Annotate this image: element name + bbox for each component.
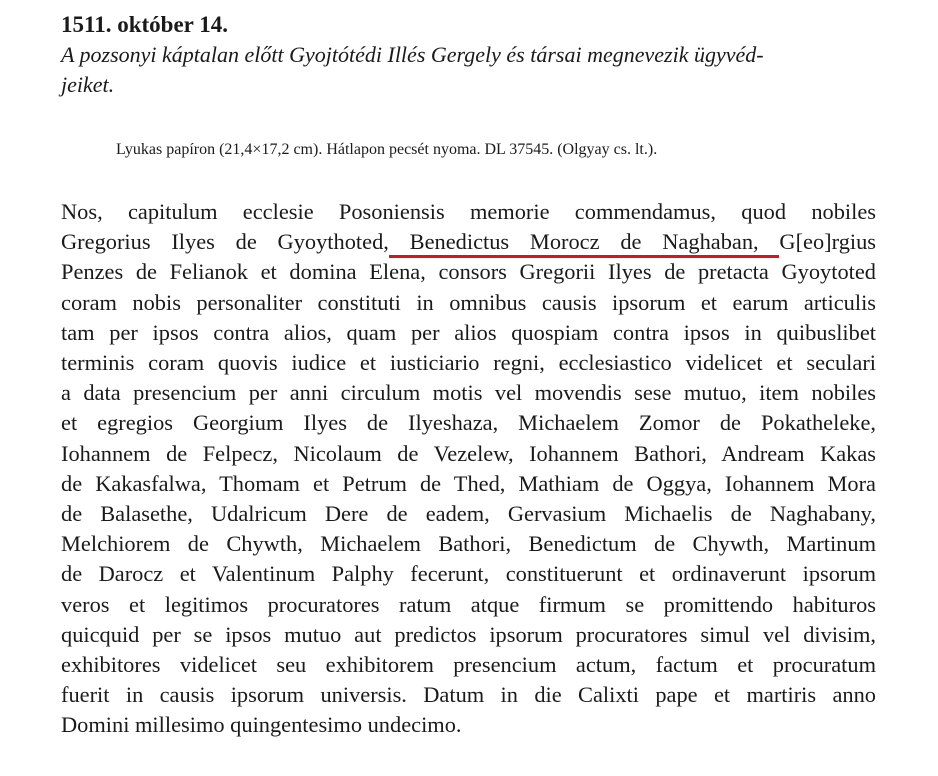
body-line: a data presencium per anni circulum motis vel movendis sese mutuo, item nobiles <box>61 380 876 406</box>
body-line: de Kakasfalwa, Thomam et Petrum de Thed, Mathiam de Oggya, Iohannem Mora <box>61 470 876 496</box>
document-page <box>61 10 877 738</box>
document-description: Lyukas papíron (21,4×17,2 cm). Hátlapon pecsét nyoma. DL 37545. (Olgyay cs. lt.). <box>116 141 658 158</box>
body-line: exhibitores videlicet seu exhibitorem presencium actum, factum et procuratum <box>61 652 876 678</box>
body-line: quicquid per se ipsos mutuo aut predictos ipsorum procuratores simul vel divisim, <box>61 621 876 647</box>
body-line: fuerit in causis ipsorum universis. Datum in die Calixti pape et martiris anno <box>61 682 876 708</box>
document-regest <box>61 40 876 100</box>
regest-line-1: A pozsonyi káptalan előtt Gyojtótédi Illés Gergely és társai megnevezik ügyvéd- <box>61 42 764 67</box>
body-line: Penzes de Felianok et domina Elena, consors Gregorii Ilyes de pretacta Gyoytoted <box>61 259 876 285</box>
body-line: coram nobis personaliter constituti in omnibus causis ipsorum et earum articulis <box>61 289 876 315</box>
regest-line-2: jeiket. <box>61 72 115 97</box>
document-date: 1511. október 14. <box>61 12 228 37</box>
body-line: de Balasethe, Udalricum Dere de eadem, Gervasium Michaelis de Naghabany, <box>61 501 876 527</box>
body-line: Iohannem de Felpecz, Nicolaum de Vezelew, Iohannem Bathori, Andream Kakas <box>61 440 876 466</box>
body-line-segment: Gregorius Ilyes de Gyoythoted, <box>61 229 389 255</box>
body-line: de Darocz et Valentinum Palphy fecerunt, constituerunt et ordinaverunt ipsorum <box>61 561 876 587</box>
body-line: et egregios Georgium Ilyes de Ilyeshaza, Michaelem Zomor de Pokatheleke, <box>61 410 876 436</box>
body-line: Domini millesimo quingentesimo undecimo. <box>61 712 462 738</box>
body-line: Melchiorem de Chywth, Michaelem Bathori, Benedictum de Chywth, Martinum <box>61 531 876 557</box>
body-line: terminis coram quovis iudice et iusticiario regni, ecclesiastico videlicet et seculari <box>61 350 876 376</box>
document-body <box>61 197 876 741</box>
highlighted-name: Benedictus Morocz de Naghaban, <box>389 229 780 258</box>
body-line: Nos, capitulum ecclesie Posoniensis memorie commendamus, quod nobiles <box>61 199 876 224</box>
body-line <box>61 227 876 257</box>
body-line: tam per ipsos contra alios, quam per alios quospiam contra ipsos in quibuslibet <box>61 319 876 345</box>
body-line-segment: G[eo]rgius <box>779 229 877 255</box>
body-line: veros et legitimos procuratores ratum atque firmum se promittendo habituros <box>61 591 876 617</box>
